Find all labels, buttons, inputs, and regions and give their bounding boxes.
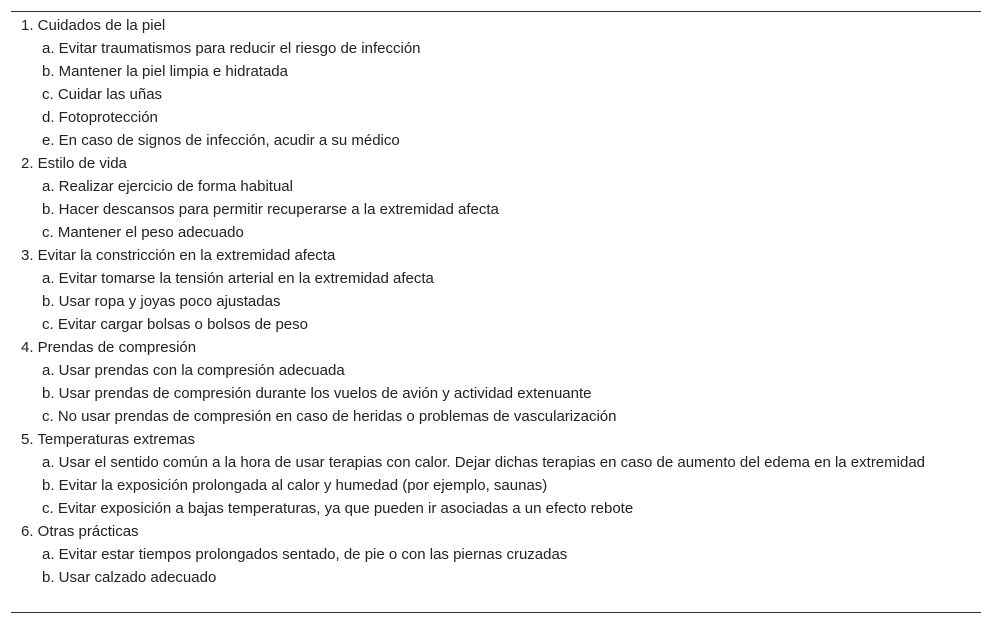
section-title: 4. Prendas de compresión — [21, 339, 197, 356]
section-title: 6. Otras prácticas — [21, 523, 139, 540]
list-item: e. En caso de signos de infección, acudir a su médico — [42, 132, 400, 149]
section-lifestyle — [21, 152, 971, 244]
list-item: a. Evitar estar tiempos prolongados sentado, de pie o con las piernas cruzadas — [42, 546, 568, 563]
list-item: c. Evitar exposición a bajas temperaturas, ya que pueden ir asociadas a un efecto rebote — [42, 500, 634, 517]
list-item: b. Hacer descansos para permitir recuperarse a la extremidad afecta — [42, 201, 499, 218]
list-item: a. Usar el sentido común a la hora de usar terapias con calor. Dejar dichas terapias en caso de aumento del edema en la extremidad — [42, 454, 926, 471]
section-skin-care — [21, 14, 971, 152]
list-item: b. Usar prendas de compresión durante los vuelos de avión y actividad extenuante — [42, 385, 592, 402]
recommendations-table — [11, 11, 981, 613]
list-item: b. Mantener la piel limpia e hidratada — [42, 63, 288, 80]
list-item: a. Evitar tomarse la tensión arterial en la extremidad afecta — [42, 270, 434, 287]
list-item: b. Usar ropa y joyas poco ajustadas — [42, 293, 281, 310]
list-item: c. Cuidar las uñas — [42, 86, 163, 103]
list-item: a. Realizar ejercicio de forma habitual — [42, 178, 293, 195]
list-item: a. Evitar traumatismos para reducir el riesgo de infección — [42, 40, 421, 57]
section-compression-garments — [21, 336, 971, 428]
section-title: 3. Evitar la constricción en la extremidad afecta — [21, 247, 336, 264]
section-other-practices — [21, 520, 971, 589]
section-extreme-temperatures — [21, 428, 971, 520]
list-item: c. Mantener el peso adecuado — [42, 224, 244, 241]
table-content — [21, 14, 971, 589]
list-item: b. Evitar la exposición prolongada al calor y humedad (por ejemplo, saunas) — [42, 477, 548, 494]
list-item: b. Usar calzado adecuado — [42, 569, 217, 586]
list-item: a. Usar prendas con la compresión adecuada — [42, 362, 345, 379]
list-item: d. Fotoprotección — [42, 109, 158, 126]
section-title: 2. Estilo de vida — [21, 155, 127, 172]
list-item: c. Evitar cargar bolsas o bolsos de peso — [42, 316, 308, 333]
section-title: 5. Temperaturas extremas — [21, 431, 195, 448]
section-title: 1. Cuidados de la piel — [21, 17, 166, 34]
section-constriction — [21, 244, 971, 336]
list-item: c. No usar prendas de compresión en caso de heridas o problemas de vascularización — [42, 408, 617, 425]
